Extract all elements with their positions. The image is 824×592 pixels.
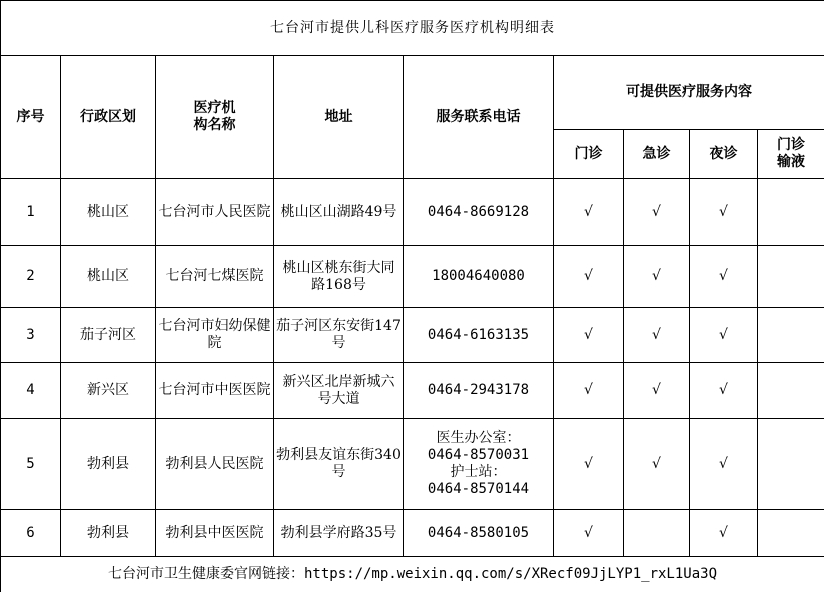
header-name-line1: 医疗机 xyxy=(193,100,236,116)
row-outpatient-check: √ xyxy=(554,246,624,308)
footer-link[interactable]: https://mp.weixin.qq.com/s/XRecf09JjLYP1_rxL1Ua3Q xyxy=(304,566,718,582)
header-infusion-line2: 输液 xyxy=(777,154,806,170)
header-phone: 服务联系电话 xyxy=(404,56,554,179)
row-index: 6 xyxy=(1,510,61,557)
title-row xyxy=(1,1,824,56)
row-hospital-name: 七台河市妇幼保健院 xyxy=(156,308,274,363)
row-phone: 0464-2943178 xyxy=(404,363,554,419)
row-emergency-check: √ xyxy=(624,308,690,363)
row-outpatient-check: √ xyxy=(554,363,624,419)
row-hospital-name: 七台河市中医医院 xyxy=(156,363,274,419)
row-district: 勃利县 xyxy=(61,419,156,510)
row-index: 5 xyxy=(1,419,61,510)
header-row-1 xyxy=(1,56,824,130)
row-index: 1 xyxy=(1,179,61,246)
row-address: 勃利县学府路35号 xyxy=(274,510,404,557)
table-row xyxy=(1,308,824,363)
row-index: 4 xyxy=(1,363,61,419)
row-night-check: √ xyxy=(690,246,758,308)
table-row xyxy=(1,510,824,557)
row-address: 勃利县友谊东街340号 xyxy=(274,419,404,510)
row-night-check: √ xyxy=(690,419,758,510)
row-phone: 0464-8580105 xyxy=(404,510,554,557)
row-emergency-check: √ xyxy=(624,363,690,419)
row-infusion-check xyxy=(758,510,824,557)
header-name-line2: 构名称 xyxy=(193,117,236,133)
row-district: 茄子河区 xyxy=(61,308,156,363)
row-infusion-check xyxy=(758,308,824,363)
footer xyxy=(1,557,824,592)
row-district: 勃利县 xyxy=(61,510,156,557)
row-infusion-check xyxy=(758,179,824,246)
footer-row xyxy=(1,557,824,592)
row-address: 茄子河区东安街147号 xyxy=(274,308,404,363)
row-emergency-check: √ xyxy=(624,246,690,308)
footer-label: 七台河市卫生健康委官网链接： xyxy=(108,566,304,582)
phone-label-nurse-station: 护士站： xyxy=(450,464,507,480)
row-night-check: √ xyxy=(690,510,758,557)
row-hospital-name: 七台河市人民医院 xyxy=(156,179,274,246)
row-outpatient-check: √ xyxy=(554,510,624,557)
row-district: 桃山区 xyxy=(61,246,156,308)
row-phone: 0464-8669128 xyxy=(404,179,554,246)
phone-label-doctor-office: 医生办公室： xyxy=(436,430,521,446)
row-phone: 18004640080 xyxy=(404,246,554,308)
row-district: 新兴区 xyxy=(61,363,156,419)
row-address: 新兴区北岸新城六号大道 xyxy=(274,363,404,419)
row-address: 桃山区山湖路49号 xyxy=(274,179,404,246)
row-hospital-name: 勃利县人民医院 xyxy=(156,419,274,510)
header-night: 夜诊 xyxy=(690,130,758,179)
row-outpatient-check: √ xyxy=(554,179,624,246)
page-title: 七台河市提供儿科医疗服务医疗机构明细表 xyxy=(1,1,824,56)
header-index: 序号 xyxy=(1,56,61,179)
table-row xyxy=(1,179,824,246)
row-hospital-name: 七台河七煤医院 xyxy=(156,246,274,308)
header-services-group: 可提供医疗服务内容 xyxy=(554,56,824,130)
row-emergency-check xyxy=(624,510,690,557)
header-address: 地址 xyxy=(274,56,404,179)
row-index: 2 xyxy=(1,246,61,308)
header-emergency: 急诊 xyxy=(624,130,690,179)
table-row xyxy=(1,419,824,510)
row-infusion-check xyxy=(758,246,824,308)
phone-nurse-station: 0464-8570144 xyxy=(427,481,530,497)
row-emergency-check: √ xyxy=(624,179,690,246)
row-outpatient-check: √ xyxy=(554,308,624,363)
table-row xyxy=(1,246,824,308)
row-address: 桃山区桃东街大同路168号 xyxy=(274,246,404,308)
row-night-check: √ xyxy=(690,363,758,419)
row-night-check: √ xyxy=(690,179,758,246)
table-row xyxy=(1,363,824,419)
row-hospital-name: 勃利县中医医院 xyxy=(156,510,274,557)
header-infusion-line1: 门诊 xyxy=(777,137,806,153)
row-district: 桃山区 xyxy=(61,179,156,246)
row-infusion-check xyxy=(758,419,824,510)
row-emergency-check: √ xyxy=(624,419,690,510)
row-outpatient-check: √ xyxy=(554,419,624,510)
header-name xyxy=(156,56,274,179)
row-index: 3 xyxy=(1,308,61,363)
row-phone-multi xyxy=(404,419,554,510)
row-night-check: √ xyxy=(690,308,758,363)
row-phone: 0464-6163135 xyxy=(404,308,554,363)
header-district: 行政区划 xyxy=(61,56,156,179)
row-infusion-check xyxy=(758,363,824,419)
header-infusion xyxy=(758,130,824,179)
header-outpatient: 门诊 xyxy=(554,130,624,179)
phone-doctor-office: 0464-8570031 xyxy=(427,447,530,463)
